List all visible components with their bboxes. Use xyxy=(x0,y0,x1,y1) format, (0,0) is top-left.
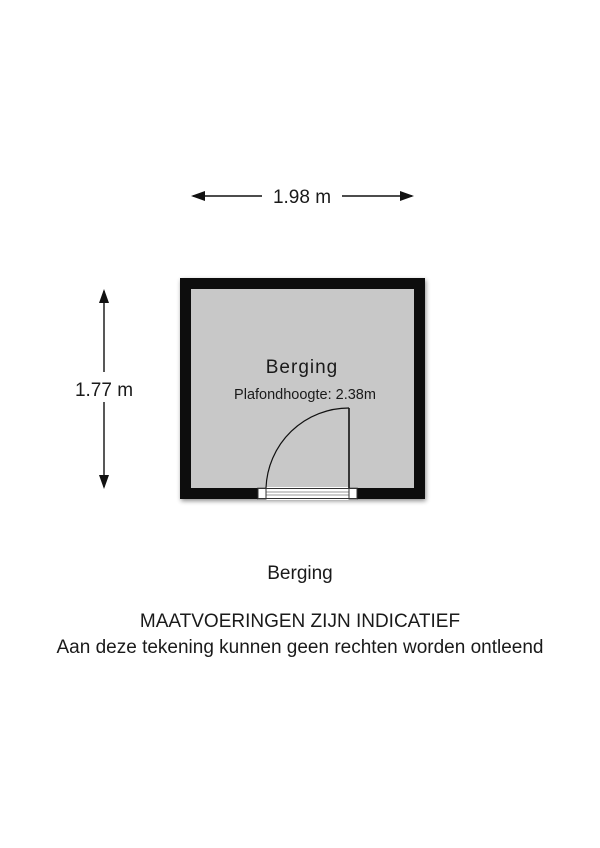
width-dimension xyxy=(191,187,414,208)
arrow-up-icon xyxy=(99,289,109,303)
room-ceiling-height: Plafondhoogte: 2.38m xyxy=(234,387,376,403)
height-dimension xyxy=(75,289,133,489)
room-berging xyxy=(180,278,425,500)
arrow-left-icon xyxy=(191,191,205,201)
floor-label: Berging xyxy=(267,563,333,584)
disclaimer-title: MAATVOERINGEN ZIJN INDICATIEF xyxy=(139,611,461,632)
width-label: 1.98 m xyxy=(272,187,332,208)
height-label: 1.77 m xyxy=(74,380,134,401)
arrow-right-icon xyxy=(400,191,414,201)
arrow-down-icon xyxy=(99,475,109,489)
room-name: Berging xyxy=(265,357,339,378)
disclaimer-text: Aan deze tekening kunnen geen rechten worden ontleend xyxy=(56,637,544,658)
